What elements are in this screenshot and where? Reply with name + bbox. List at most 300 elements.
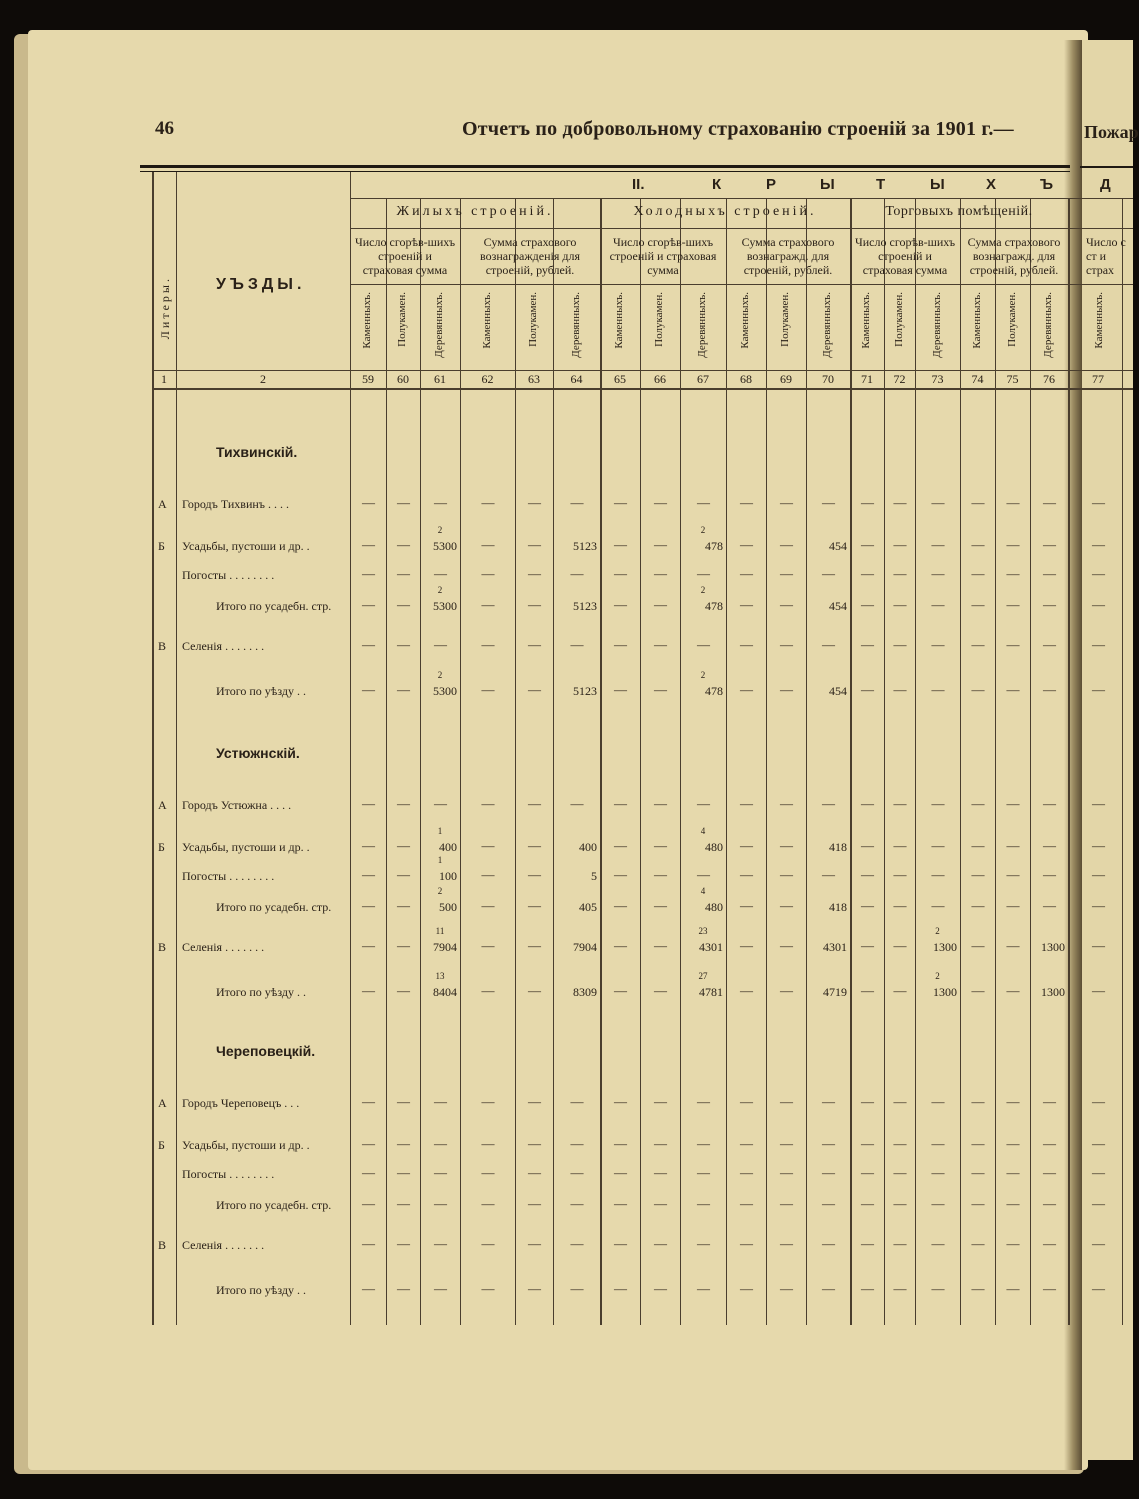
empty-cell-dash: — xyxy=(1006,597,1020,612)
empty-cell-dash: — xyxy=(1043,566,1056,581)
empty-cell-dash: — xyxy=(740,597,753,612)
uezdy-header: УЪЗДЫ. xyxy=(216,276,306,293)
column-divider xyxy=(1030,198,1031,1325)
empty-cell-dash: — xyxy=(861,1094,874,1109)
empty-cell-dash: — xyxy=(614,682,627,697)
empty-cell-dash: — xyxy=(614,1094,627,1109)
empty-cell-dash: — xyxy=(654,983,667,998)
column-kind-header: Полукамен. xyxy=(653,292,665,347)
column-number: 60 xyxy=(397,372,409,386)
row-label: Итого по уѣзду . . xyxy=(216,985,306,999)
facing-empty-dash: — xyxy=(1092,838,1105,853)
empty-cell-dash: — xyxy=(528,597,541,612)
empty-cell-dash: — xyxy=(614,867,627,882)
column-number: 68 xyxy=(740,372,752,386)
subgroup-divider xyxy=(460,230,461,1325)
empty-cell-dash: — xyxy=(740,682,753,697)
empty-cell-dash: — xyxy=(822,1196,835,1211)
empty-cell-dash: — xyxy=(528,1236,541,1251)
column-number: 73 xyxy=(931,372,944,386)
column-number: 62 xyxy=(481,372,494,386)
column-kind-header: Каменныхъ. xyxy=(739,292,751,349)
cell-value: 400 xyxy=(439,840,457,854)
empty-cell-dash: — xyxy=(434,1236,447,1251)
empty-cell-dash: — xyxy=(740,796,753,811)
empty-cell-dash: — xyxy=(614,838,627,853)
empty-cell-dash: — xyxy=(614,1196,627,1211)
cell-value: 4781 xyxy=(699,985,723,999)
row-label: Итого по усадебн. стр. xyxy=(216,900,332,914)
empty-cell-dash: — xyxy=(528,938,541,953)
cell-value: 5300 xyxy=(433,539,457,553)
cell-value: 5 xyxy=(591,869,597,883)
empty-cell-dash: — xyxy=(822,1236,835,1251)
empty-cell-dash: — xyxy=(397,867,410,882)
column-divider xyxy=(766,198,767,1325)
empty-cell-dash: — xyxy=(971,838,985,853)
empty-cell-dash: — xyxy=(740,566,753,581)
empty-cell-dash: — xyxy=(397,597,410,612)
empty-cell-dash: — xyxy=(780,1094,793,1109)
empty-cell-dash: — xyxy=(697,566,710,581)
empty-cell-dash: — xyxy=(971,796,985,811)
empty-cell-dash: — xyxy=(1043,1236,1056,1251)
empty-cell-dash: — xyxy=(434,1165,447,1180)
empty-cell-dash: — xyxy=(780,838,793,853)
facing-empty-dash: — xyxy=(1092,796,1105,811)
empty-cell-dash: — xyxy=(362,1094,375,1109)
empty-cell-dash: — xyxy=(893,566,907,581)
empty-cell-dash: — xyxy=(931,537,945,552)
facing-empty-dash: — xyxy=(1092,1281,1105,1296)
column-number: 75 xyxy=(1006,372,1019,386)
empty-cell-dash: — xyxy=(780,637,793,652)
empty-cell-dash: — xyxy=(614,1165,627,1180)
empty-cell-dash: — xyxy=(481,682,495,697)
empty-cell-dash: — xyxy=(780,495,793,510)
table-left-border xyxy=(152,172,154,1325)
header-line-kinds xyxy=(152,370,1133,371)
empty-cell-dash: — xyxy=(570,796,584,811)
empty-cell-dash: — xyxy=(654,1236,667,1251)
empty-cell-dash: — xyxy=(861,566,874,581)
facing-section-letter: Д xyxy=(1100,176,1111,193)
empty-cell-dash: — xyxy=(614,495,627,510)
empty-cell-dash: — xyxy=(528,796,541,811)
empty-cell-dash: — xyxy=(971,1236,985,1251)
empty-cell-dash: — xyxy=(931,1236,945,1251)
empty-cell-dash: — xyxy=(780,682,793,697)
empty-cell-dash: — xyxy=(362,867,375,882)
empty-cell-dash: — xyxy=(1043,796,1056,811)
cell-count: 23 xyxy=(698,926,708,936)
empty-cell-dash: — xyxy=(861,597,874,612)
empty-cell-dash: — xyxy=(822,495,835,510)
empty-cell-dash: — xyxy=(397,637,410,652)
empty-cell-dash: — xyxy=(481,1165,495,1180)
cell-count: 2 xyxy=(437,886,443,896)
district-name: Устюжнскій. xyxy=(216,745,300,761)
empty-cell-dash: — xyxy=(362,838,375,853)
facing-empty-dash: — xyxy=(1092,1094,1105,1109)
empty-cell-dash: — xyxy=(697,1136,710,1151)
section-letter: Т xyxy=(876,176,886,193)
column-number: 2 xyxy=(260,372,266,386)
cell-value: 454 xyxy=(829,539,847,553)
empty-cell-dash: — xyxy=(822,566,835,581)
empty-cell-dash: — xyxy=(1006,1136,1020,1151)
empty-cell-dash: — xyxy=(971,637,985,652)
empty-cell-dash: — xyxy=(861,1196,874,1211)
empty-cell-dash: — xyxy=(397,938,410,953)
empty-cell-dash: — xyxy=(481,1281,495,1296)
empty-cell-dash: — xyxy=(697,495,710,510)
empty-cell-dash: — xyxy=(822,637,835,652)
cell-value: 418 xyxy=(829,840,847,854)
column-number: 71 xyxy=(861,372,873,386)
empty-cell-dash: — xyxy=(614,566,627,581)
column-divider xyxy=(640,198,641,1325)
column-divider xyxy=(420,198,421,1325)
group-header: Торговыхъ помѣщеній. xyxy=(885,204,1033,219)
empty-cell-dash: — xyxy=(1043,682,1056,697)
facing-empty-dash: — xyxy=(1092,566,1105,581)
cell-count: 2 xyxy=(700,670,706,680)
cell-count: 13 xyxy=(435,971,445,981)
empty-cell-dash: — xyxy=(697,637,710,652)
empty-cell-dash: — xyxy=(362,597,375,612)
empty-cell-dash: — xyxy=(614,983,627,998)
column-number: 67 xyxy=(697,372,709,386)
empty-cell-dash: — xyxy=(893,637,907,652)
empty-cell-dash: — xyxy=(861,1281,874,1296)
cell-value: 100 xyxy=(439,869,457,883)
row-letter: А xyxy=(158,1096,167,1110)
title-rule-thin xyxy=(140,171,1070,172)
cell-value: 478 xyxy=(705,599,723,613)
facing-empty-dash: — xyxy=(1092,938,1105,953)
empty-cell-dash: — xyxy=(614,898,627,913)
empty-cell-dash: — xyxy=(362,796,375,811)
row-label: Погосты . . . . . . . . xyxy=(182,568,275,582)
empty-cell-dash: — xyxy=(434,495,447,510)
empty-cell-dash: — xyxy=(481,867,495,882)
empty-cell-dash: — xyxy=(362,495,375,510)
empty-cell-dash: — xyxy=(1006,1094,1020,1109)
empty-cell-dash: — xyxy=(570,1236,584,1251)
empty-cell-dash: — xyxy=(861,938,874,953)
column-divider xyxy=(600,198,602,1325)
column-kind-header: Каменныхъ. xyxy=(860,292,872,349)
cell-value: 1300 xyxy=(933,985,957,999)
empty-cell-dash: — xyxy=(1006,867,1020,882)
empty-cell-dash: — xyxy=(697,867,710,882)
empty-cell-dash: — xyxy=(780,597,793,612)
empty-cell-dash: — xyxy=(822,1094,835,1109)
empty-cell-dash: — xyxy=(434,1196,447,1211)
empty-cell-dash: — xyxy=(740,1281,753,1296)
row-label: Усадьбы, пустоши и др. . xyxy=(182,1138,310,1152)
cell-value: 5123 xyxy=(573,684,597,698)
column-kind-header: Каменныхъ. xyxy=(361,292,373,349)
subgroup-header: Сумма страхового вознагражд. для строеній, рублей. xyxy=(967,235,1061,277)
empty-cell-dash: — xyxy=(434,637,447,652)
empty-cell-dash: — xyxy=(1006,1196,1020,1211)
empty-cell-dash: — xyxy=(397,983,410,998)
facing-page-rule xyxy=(1080,166,1133,168)
empty-cell-dash: — xyxy=(528,637,541,652)
empty-cell-dash: — xyxy=(931,597,945,612)
empty-cell-dash: — xyxy=(614,1236,627,1251)
empty-cell-dash: — xyxy=(362,566,375,581)
empty-cell-dash: — xyxy=(697,1094,710,1109)
empty-cell-dash: — xyxy=(481,1094,495,1109)
empty-cell-dash: — xyxy=(971,495,985,510)
empty-cell-dash: — xyxy=(861,1136,874,1151)
page-title: Отчетъ по добровольному страхованію строеній за 1901 г.— xyxy=(462,118,1014,140)
subgroup-header: Сумма страхового вознагражд. для строеній, рублей. xyxy=(741,235,835,277)
empty-cell-dash: — xyxy=(1006,682,1020,697)
row-letter: В xyxy=(158,940,167,954)
empty-cell-dash: — xyxy=(528,867,541,882)
cell-count: 11 xyxy=(435,926,445,936)
empty-cell-dash: — xyxy=(481,898,495,913)
empty-cell-dash: — xyxy=(861,838,874,853)
empty-cell-dash: — xyxy=(397,537,410,552)
empty-cell-dash: — xyxy=(654,1281,667,1296)
facing-page-title: Пожар xyxy=(1084,122,1139,142)
row-letter: В xyxy=(158,639,167,653)
empty-cell-dash: — xyxy=(893,537,907,552)
column-kind-header: Деревянныхъ. xyxy=(569,292,582,358)
empty-cell-dash: — xyxy=(362,537,375,552)
cell-count: 4 xyxy=(700,826,706,836)
litery-column-divider xyxy=(176,172,177,1325)
empty-cell-dash: — xyxy=(971,898,985,913)
subgroup-header: Сумма страхового вознагражденія для строеній, рублей. xyxy=(480,235,580,277)
empty-cell-dash: — xyxy=(697,1165,710,1180)
row-label: Погосты . . . . . . . . xyxy=(182,1167,275,1181)
empty-cell-dash: — xyxy=(893,1094,907,1109)
empty-cell-dash: — xyxy=(570,1165,584,1180)
empty-cell-dash: — xyxy=(861,682,874,697)
empty-cell-dash: — xyxy=(740,537,753,552)
empty-cell-dash: — xyxy=(740,838,753,853)
empty-cell-dash: — xyxy=(931,898,945,913)
empty-cell-dash: — xyxy=(740,495,753,510)
empty-cell-dash: — xyxy=(971,537,985,552)
empty-cell-dash: — xyxy=(397,1136,410,1151)
row-label: Итого по уѣзду . . xyxy=(216,1283,306,1297)
empty-cell-dash: — xyxy=(740,1196,753,1211)
empty-cell-dash: — xyxy=(570,1136,584,1151)
cell-value: 454 xyxy=(829,684,847,698)
empty-cell-dash: — xyxy=(740,867,753,882)
section-letter: II. xyxy=(632,176,645,193)
empty-cell-dash: — xyxy=(697,1196,710,1211)
cell-count: 2 xyxy=(700,585,706,595)
column-divider xyxy=(386,198,387,1325)
empty-cell-dash: — xyxy=(971,1136,985,1151)
empty-cell-dash: — xyxy=(481,796,495,811)
empty-cell-dash: — xyxy=(481,495,495,510)
empty-cell-dash: — xyxy=(397,1196,410,1211)
empty-cell-dash: — xyxy=(570,637,584,652)
section-letter: К xyxy=(712,176,722,193)
empty-cell-dash: — xyxy=(971,867,985,882)
empty-cell-dash: — xyxy=(971,983,985,998)
column-number: 1 xyxy=(161,372,167,386)
header-line-subs xyxy=(350,284,1133,285)
empty-cell-dash: — xyxy=(697,1236,710,1251)
cell-value: 4301 xyxy=(823,940,847,954)
empty-cell-dash: — xyxy=(931,796,945,811)
empty-cell-dash: — xyxy=(614,1136,627,1151)
empty-cell-dash: — xyxy=(528,495,541,510)
empty-cell-dash: — xyxy=(931,867,945,882)
empty-cell-dash: — xyxy=(528,682,541,697)
column-kind-header: Каменныхъ. xyxy=(970,292,983,349)
empty-cell-dash: — xyxy=(931,566,945,581)
empty-cell-dash: — xyxy=(931,1281,945,1296)
facing-empty-dash: — xyxy=(1092,983,1105,998)
empty-cell-dash: — xyxy=(822,1136,835,1151)
empty-cell-dash: — xyxy=(481,537,495,552)
column-divider xyxy=(1068,198,1070,1325)
facing-empty-dash: — xyxy=(1092,682,1105,697)
empty-cell-dash: — xyxy=(740,938,753,953)
empty-cell-dash: — xyxy=(434,1094,447,1109)
cell-value: 5300 xyxy=(433,599,457,613)
cell-count: 1 xyxy=(437,855,443,865)
row-label: Итого по уѣзду . . xyxy=(216,684,306,698)
empty-cell-dash: — xyxy=(481,938,495,953)
facing-column-kind-header: Каменныхъ. xyxy=(1093,292,1105,349)
title-rule xyxy=(140,165,1070,168)
empty-cell-dash: — xyxy=(893,1136,907,1151)
cell-value: 7904 xyxy=(573,940,597,954)
group-header: Холодныхъ строеній. xyxy=(633,204,817,219)
column-divider xyxy=(680,198,681,1325)
empty-cell-dash: — xyxy=(1006,1236,1020,1251)
empty-cell-dash: — xyxy=(780,537,793,552)
empty-cell-dash: — xyxy=(971,938,985,953)
empty-cell-dash: — xyxy=(893,796,907,811)
empty-cell-dash: — xyxy=(861,867,874,882)
empty-cell-dash: — xyxy=(362,1281,375,1296)
subgroup-header: Число сгорѣв-шихъ строеній и страховая сумма xyxy=(354,235,456,277)
empty-cell-dash: — xyxy=(614,597,627,612)
section-letter: Ы xyxy=(820,176,835,193)
empty-cell-dash: — xyxy=(1043,1165,1056,1180)
empty-cell-dash: — xyxy=(893,898,907,913)
row-label: Селенія . . . . . . . xyxy=(182,639,265,653)
cell-value: 5300 xyxy=(433,684,457,698)
empty-cell-dash: — xyxy=(893,495,907,510)
empty-cell-dash: — xyxy=(362,1136,375,1151)
column-number: 69 xyxy=(780,372,792,386)
empty-cell-dash: — xyxy=(780,898,793,913)
empty-cell-dash: — xyxy=(362,1196,375,1211)
empty-cell-dash: — xyxy=(971,566,985,581)
empty-cell-dash: — xyxy=(1006,983,1020,998)
empty-cell-dash: — xyxy=(481,637,495,652)
empty-cell-dash: — xyxy=(822,867,835,882)
empty-cell-dash: — xyxy=(362,938,375,953)
row-label: Усадьбы, пустоши и др. . xyxy=(182,539,310,553)
empty-cell-dash: — xyxy=(654,938,667,953)
empty-cell-dash: — xyxy=(971,1281,985,1296)
empty-cell-dash: — xyxy=(931,1136,945,1151)
subgroup-header: Число сгорѣв-шихъ строеній и страховая сумма xyxy=(854,235,956,277)
column-kind-header: Полукамен. xyxy=(892,292,905,347)
empty-cell-dash: — xyxy=(971,1094,985,1109)
column-kind-header: Полукамен. xyxy=(527,292,539,347)
empty-cell-dash: — xyxy=(1006,537,1020,552)
empty-cell-dash: — xyxy=(893,1281,907,1296)
book-gutter xyxy=(1064,40,1082,1470)
empty-cell-dash: — xyxy=(893,983,907,998)
empty-cell-dash: — xyxy=(362,983,375,998)
cell-value: 405 xyxy=(579,900,597,914)
empty-cell-dash: — xyxy=(362,637,375,652)
empty-cell-dash: — xyxy=(931,1196,945,1211)
empty-cell-dash: — xyxy=(397,1094,410,1109)
subgroup-divider xyxy=(726,230,727,1325)
cell-value: 500 xyxy=(439,900,457,914)
empty-cell-dash: — xyxy=(931,495,945,510)
empty-cell-dash: — xyxy=(481,1136,495,1151)
empty-cell-dash: — xyxy=(780,1281,793,1296)
empty-cell-dash: — xyxy=(1043,495,1056,510)
column-kind-header: Деревянныхъ. xyxy=(930,292,943,358)
column-number: 65 xyxy=(614,372,626,386)
empty-cell-dash: — xyxy=(481,983,495,998)
empty-cell-dash: — xyxy=(654,495,667,510)
empty-cell-dash: — xyxy=(780,1136,793,1151)
row-letter: Б xyxy=(158,840,165,854)
empty-cell-dash: — xyxy=(397,1281,410,1296)
empty-cell-dash: — xyxy=(397,796,410,811)
empty-cell-dash: — xyxy=(654,796,667,811)
cell-count: 2 xyxy=(935,926,940,936)
empty-cell-dash: — xyxy=(1006,838,1020,853)
empty-cell-dash: — xyxy=(570,1094,584,1109)
empty-cell-dash: — xyxy=(893,867,907,882)
column-kind-header: Деревянныхъ. xyxy=(1042,292,1054,358)
row-label: Итого по усадебн. стр. xyxy=(216,1198,332,1212)
empty-cell-dash: — xyxy=(570,1281,584,1296)
empty-cell-dash: — xyxy=(861,637,874,652)
empty-cell-dash: — xyxy=(1006,938,1020,953)
cell-count: 2 xyxy=(700,525,706,535)
facing-subgroup-header: Число с ст и страх xyxy=(1086,235,1126,277)
cell-count: 2 xyxy=(935,971,940,981)
empty-cell-dash: — xyxy=(1043,597,1056,612)
column-divider xyxy=(995,198,996,1325)
facing-empty-dash: — xyxy=(1092,1196,1105,1211)
column-kind-header: Полукамен. xyxy=(779,292,791,347)
empty-cell-dash: — xyxy=(481,1236,495,1251)
empty-cell-dash: — xyxy=(614,938,627,953)
empty-cell-dash: — xyxy=(434,1136,447,1151)
empty-cell-dash: — xyxy=(528,1165,541,1180)
cell-value: 480 xyxy=(705,900,723,914)
column-kind-header: Деревянныхъ. xyxy=(696,292,708,358)
empty-cell-dash: — xyxy=(1043,1281,1056,1296)
empty-cell-dash: — xyxy=(780,1236,793,1251)
empty-cell-dash: — xyxy=(1043,867,1056,882)
